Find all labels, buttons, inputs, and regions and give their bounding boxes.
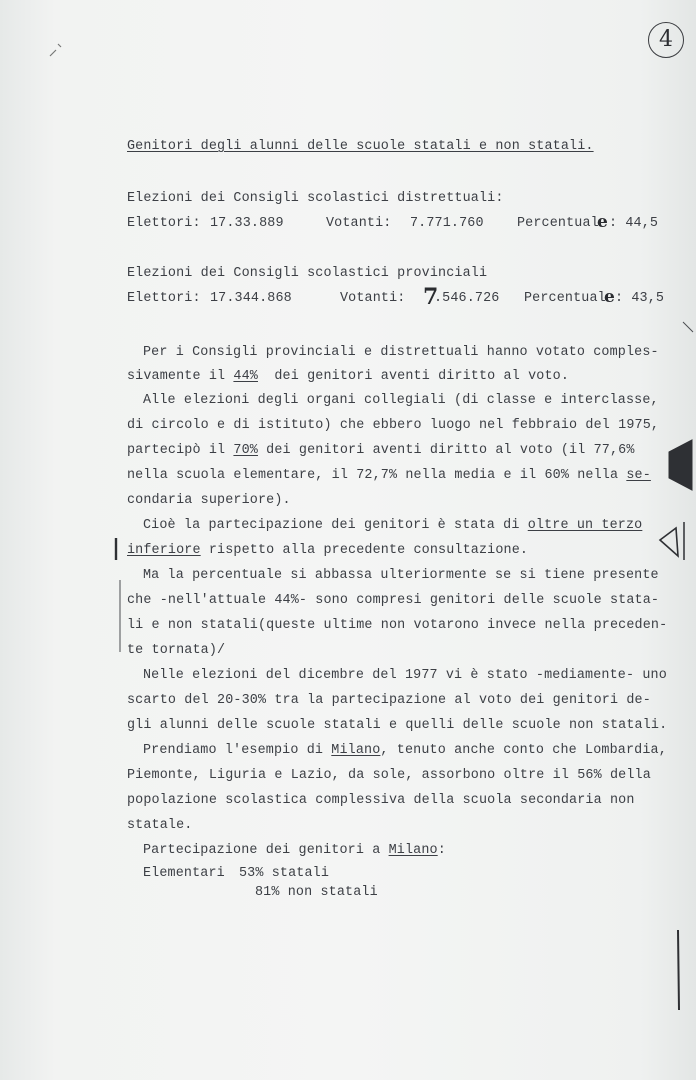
provincial-percent-value: : 43,5 (615, 291, 665, 306)
paragraph-line: gli alunni delle scuole statali e quelli delle scuole non statali. (127, 718, 668, 733)
provincial-voters-label: Votanti: (340, 291, 406, 306)
paragraph-line: condaria superiore). (127, 493, 291, 508)
district-percent-value: : 44,5 (609, 216, 659, 231)
district-percent-handwritten-letter: e (597, 212, 608, 232)
milano-elementari-statali: 53% statali (239, 866, 330, 881)
page-title: Genitori degli alunni delle scuole statali e non statali. (127, 139, 594, 154)
provincial-heading: Elezioni dei Consigli scolastici provinciali (127, 266, 488, 281)
paragraph-line: te tornata)/ (127, 643, 226, 658)
district-percent-label: Percentual (517, 216, 599, 231)
paragraph-line: scarto del 20-30% tra la partecipazione al voto dei genitori de- (127, 693, 651, 708)
margin-arrow-mark (669, 440, 692, 490)
provincial-percent-label: Percentual (524, 291, 606, 306)
paragraph-line: li e non statali(queste ultime non votarono invece nella preceden- (127, 618, 668, 633)
milano-elementari-non-statali: 81% non statali (255, 885, 378, 900)
margin-tick (683, 322, 693, 332)
margin-arrow-mark-2 (660, 528, 678, 556)
district-voters-label: Votanti: (326, 216, 392, 231)
paragraph-line: inferiore rispetto alla precedente consultazione. (127, 543, 529, 558)
district-electors-value: 17.33.889 (210, 216, 284, 231)
paragraph-line: sivamente il 44% dei genitori aventi diritto al voto. (127, 369, 570, 384)
paragraph-line: Cioè la partecipazione dei genitori è stata di oltre un terzo (143, 518, 643, 533)
paragraph-line: statale. (127, 818, 193, 833)
paragraph-line: partecipò il 70% dei genitori aventi diritto al voto (il 77,6% (127, 443, 635, 458)
paragraph-line: Piemonte, Liguria e Lazio, da sole, assorbono oltre il 56% della (127, 768, 651, 783)
corner-smudge (50, 44, 61, 56)
paragraph-line: nella scuola elementare, il 72,7% nella media e il 60% nella se- (127, 468, 651, 483)
right-edge-bar (678, 930, 679, 1010)
paragraph-line: Nelle elezioni del dicembre del 1977 vi è stato -mediamente- uno (143, 668, 667, 683)
paragraph-line: popolazione scolastica complessiva della scuola secondaria non (127, 793, 635, 808)
paragraph-line: Alle elezioni degli organi collegiali (di classe e interclasse, (143, 393, 659, 408)
milano-heading: Partecipazione dei genitori a Milano: (143, 843, 446, 858)
district-electors-label: Elettori: (127, 216, 201, 231)
paragraph-line: di circolo e di istituto) che ebbero luogo nel febbraio del 1975, (127, 418, 660, 433)
paragraph-line: Ma la percentuale si abbassa ulteriormente se si tiene presente (143, 568, 659, 583)
provincial-voters-value: .546.726 (434, 291, 500, 306)
district-heading: Elezioni dei Consigli scolastici distrettuali: (127, 191, 504, 206)
paragraph-line: che -nell'attuale 44%- sono compresi genitori delle scuole stata- (127, 593, 660, 608)
paragraph-line: Prendiamo l'esempio di Milano, tenuto anche conto che Lombardia, (143, 743, 667, 758)
district-voters-value: 7.771.760 (410, 216, 484, 231)
page-number: 4 (648, 22, 684, 58)
milano-elementari-label: Elementari (143, 866, 225, 881)
provincial-percent-handwritten-letter: e (604, 287, 615, 307)
paragraph-line: Per i Consigli provinciali e distrettuali hanno votato comples- (143, 345, 659, 360)
provincial-electors-value: 17.344.868 (210, 291, 292, 306)
provincial-electors-label: Elettori: (127, 291, 201, 306)
provincial-voters-handwritten-digit: 7 (423, 284, 439, 310)
